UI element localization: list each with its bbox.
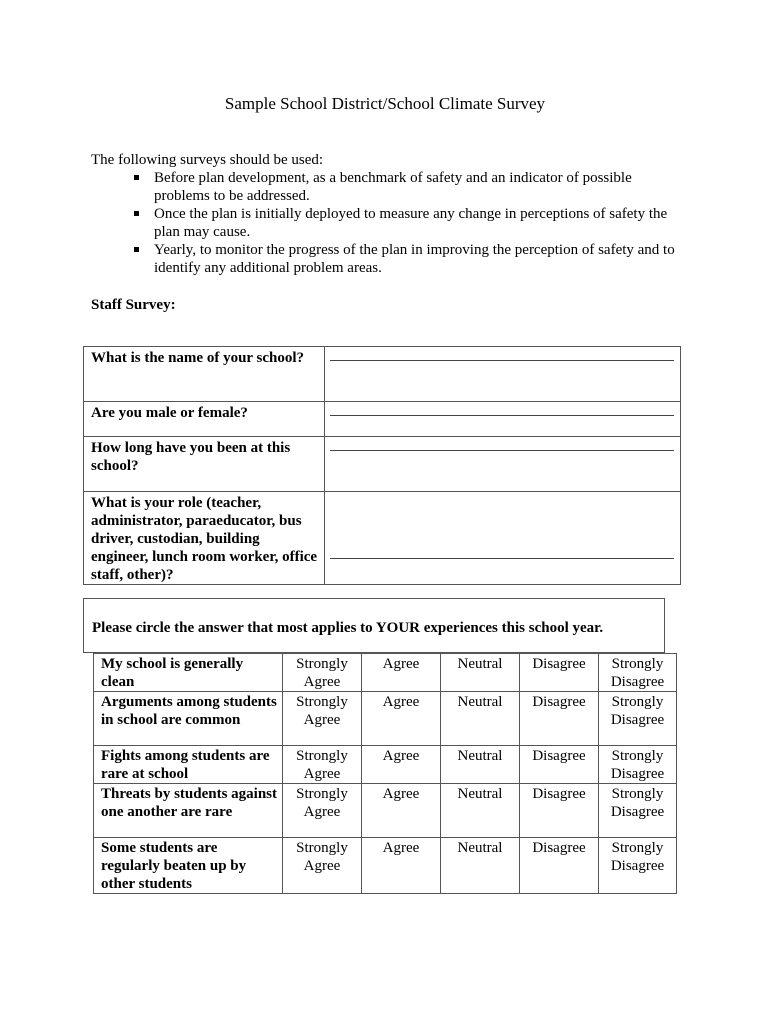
info-question: How long have you been at this school? bbox=[84, 437, 325, 492]
option-neutral[interactable]: Neutral bbox=[441, 692, 520, 746]
option-strongly-disagree[interactable]: Strongly Disagree bbox=[599, 692, 677, 746]
bullet-item bbox=[130, 241, 690, 277]
statement: My school is generally clean bbox=[94, 654, 283, 692]
option-agree[interactable]: Agree bbox=[362, 838, 441, 894]
info-row bbox=[84, 437, 681, 492]
option-disagree[interactable]: Disagree bbox=[520, 746, 599, 784]
tenure-answer[interactable] bbox=[325, 437, 681, 492]
bullet-text: Yearly, to monitor the progress of the plan in improving the perception of safety and to identify any additional problem areas. bbox=[154, 242, 675, 276]
answer-line bbox=[330, 415, 674, 416]
answer-line bbox=[330, 558, 674, 559]
square-bullet-icon bbox=[134, 211, 139, 216]
intro-text: The following surveys should be used: bbox=[91, 152, 324, 168]
option-neutral[interactable]: Neutral bbox=[441, 654, 520, 692]
option-disagree[interactable]: Disagree bbox=[520, 692, 599, 746]
likert-row bbox=[94, 784, 677, 838]
info-row bbox=[84, 402, 681, 437]
likert-row bbox=[94, 838, 677, 894]
option-neutral[interactable]: Neutral bbox=[441, 838, 520, 894]
option-agree[interactable]: Agree bbox=[362, 654, 441, 692]
option-agree[interactable]: Agree bbox=[362, 784, 441, 838]
statement: Fights among students are rare at school bbox=[94, 746, 283, 784]
info-row bbox=[84, 347, 681, 402]
option-strongly-agree[interactable]: Strongly Agree bbox=[283, 746, 362, 784]
option-strongly-agree[interactable]: Strongly Agree bbox=[283, 692, 362, 746]
staff-survey-heading: Staff Survey: bbox=[91, 297, 176, 313]
likert-row bbox=[94, 692, 677, 746]
likert-table bbox=[93, 653, 677, 894]
option-strongly-disagree[interactable]: Strongly Disagree bbox=[599, 654, 677, 692]
usage-bullet-list bbox=[130, 169, 690, 277]
option-agree[interactable]: Agree bbox=[362, 692, 441, 746]
likert-row bbox=[94, 654, 677, 692]
info-question: Are you male or female? bbox=[84, 402, 325, 437]
square-bullet-icon bbox=[134, 175, 139, 180]
bullet-item bbox=[130, 205, 690, 241]
instruction-box bbox=[83, 598, 665, 653]
role-answer[interactable] bbox=[325, 492, 681, 585]
option-strongly-agree[interactable]: Strongly Agree bbox=[283, 654, 362, 692]
statement: Some students are regularly beaten up by other students bbox=[94, 838, 283, 894]
bullet-text: Before plan development, as a benchmark of safety and an indicator of possible problems to be addressed. bbox=[154, 170, 632, 204]
option-strongly-disagree[interactable]: Strongly Disagree bbox=[599, 838, 677, 894]
option-neutral[interactable]: Neutral bbox=[441, 784, 520, 838]
page-title: Sample School District/School Climate Survey bbox=[224, 94, 546, 113]
likert-row bbox=[94, 746, 677, 784]
info-question: What is your role (teacher, administrator, paraeducator, bus driver, custodian, building engineer, lunch room worker, office staff, other)? bbox=[84, 492, 325, 585]
answer-line bbox=[330, 450, 674, 451]
school-name-answer[interactable] bbox=[325, 347, 681, 402]
statement: Arguments among students in school are common bbox=[94, 692, 283, 746]
option-strongly-agree[interactable]: Strongly Agree bbox=[283, 784, 362, 838]
option-strongly-disagree[interactable]: Strongly Disagree bbox=[599, 746, 677, 784]
option-disagree[interactable]: Disagree bbox=[520, 654, 599, 692]
option-neutral[interactable]: Neutral bbox=[441, 746, 520, 784]
bullet-text: Once the plan is initially deployed to measure any change in perceptions of safety the plan may cause. bbox=[154, 206, 668, 240]
gender-answer[interactable] bbox=[325, 402, 681, 437]
info-question: What is the name of your school? bbox=[84, 347, 325, 402]
info-row bbox=[84, 492, 681, 585]
statement: Threats by students against one another are rare bbox=[94, 784, 283, 838]
staff-info-table bbox=[83, 346, 681, 585]
option-strongly-disagree[interactable]: Strongly Disagree bbox=[599, 784, 677, 838]
answer-line bbox=[330, 360, 674, 361]
option-disagree[interactable]: Disagree bbox=[520, 784, 599, 838]
option-strongly-agree[interactable]: Strongly Agree bbox=[283, 838, 362, 894]
option-disagree[interactable]: Disagree bbox=[520, 838, 599, 894]
bullet-item bbox=[130, 169, 690, 205]
square-bullet-icon bbox=[134, 247, 139, 252]
instruction-text: Please circle the answer that most applies to YOUR experiences this school year. bbox=[92, 620, 604, 636]
option-agree[interactable]: Agree bbox=[362, 746, 441, 784]
